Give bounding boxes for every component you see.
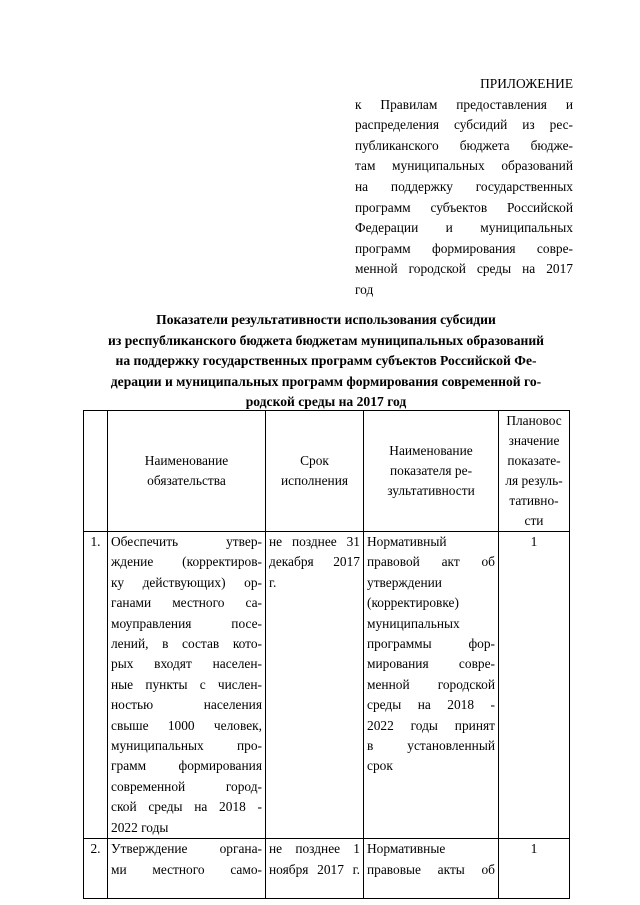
annex-reference <box>355 95 573 301</box>
cell-line: Обеспечить утвер- <box>111 534 262 549</box>
header-text: обязательства <box>147 473 226 488</box>
row-deadline <box>266 532 364 839</box>
cell-line: мирования совре- <box>367 656 495 672</box>
row-planned-value: 1 <box>499 532 570 839</box>
cell-line: ганами местного са- <box>111 595 262 611</box>
table-row <box>84 532 570 839</box>
header-text: тативно- <box>509 493 559 508</box>
indicators-table <box>83 410 570 899</box>
cell-line: рых входят населен- <box>111 656 262 672</box>
header-deadline <box>266 411 364 532</box>
header-indicator <box>364 411 499 532</box>
cell-line: (корректировке) <box>367 595 459 611</box>
cell-line: грамм формирования <box>111 758 262 774</box>
header-text: показате- <box>507 453 561 468</box>
annex-line: программ субъектов Российской <box>355 199 573 215</box>
cell-line: Утверждение органа- <box>111 841 262 857</box>
annex-line: публиканского бюджета бюдже- <box>355 137 573 153</box>
annex-line: на поддержку государственных <box>355 178 573 194</box>
annex-line: Федерации и муниципальных <box>355 220 573 236</box>
cell-line: муниципальных про- <box>111 738 262 754</box>
cell-line: среды на 2018 - <box>367 697 495 713</box>
annex-line: к Правилам предоставления и <box>355 96 573 112</box>
cell-line: 2022 годы <box>111 819 169 835</box>
header-text: Срок <box>300 453 329 468</box>
table-row <box>84 839 570 899</box>
cell-line: ждение (корректиров- <box>111 554 262 570</box>
table-header-row <box>84 411 570 532</box>
annex-title: ПРИЛОЖЕНИЕ <box>480 76 573 91</box>
cell-line: ской среды на 2018 - <box>111 799 262 815</box>
annex-line: год <box>355 281 374 297</box>
row-indicator <box>364 839 499 899</box>
annex-line: там муниципальных образований <box>355 158 573 174</box>
row-obligation <box>108 532 266 839</box>
cell-line: декабря 2017 <box>269 554 360 570</box>
row-planned-value: 1 <box>499 839 570 899</box>
cell-line: муниципальных <box>367 615 460 631</box>
cell-line: ные пункты с числен- <box>111 676 262 692</box>
annex-line: распределения субсидий из рес- <box>355 117 573 133</box>
cell-line: менной городской <box>367 676 495 692</box>
cell-line: моуправления посе- <box>111 615 262 631</box>
cell-line: не позднее 31 <box>269 534 360 549</box>
annex-block <box>355 74 573 301</box>
cell-line: утверждении <box>367 574 442 590</box>
annex-line: менной городской среды на 2017 <box>355 261 573 277</box>
row-indicator <box>364 532 499 839</box>
header-text: исполнения <box>280 473 349 488</box>
cell-line: Нормативные <box>367 841 446 857</box>
cell-line: срок <box>367 758 393 774</box>
heading-line: на поддержку государственных программ субъектов Российской Фе- <box>115 353 537 368</box>
cell-line: 2022 годы принят <box>367 717 495 733</box>
row-number: 1. <box>84 532 108 839</box>
header-text: сти <box>524 513 544 528</box>
cell-line: в установленный <box>367 738 495 754</box>
heading-line: родской среды на 2017 год <box>245 394 407 409</box>
cell-line: свыше 1000 человек, <box>111 717 262 733</box>
header-number-cell <box>84 411 108 532</box>
cell-line: правовой акт об <box>367 554 495 570</box>
header-text: зультативности <box>387 483 475 498</box>
header-text: Наименование <box>144 453 229 468</box>
heading-line: Показатели результативности использования субсидии <box>156 312 496 327</box>
header-planned-value <box>499 411 570 532</box>
header-obligation <box>108 411 266 532</box>
cell-line: ноября 2017 г. <box>269 861 360 877</box>
row-number: 2. <box>84 839 108 899</box>
row-obligation <box>108 839 266 899</box>
heading-line: из республиканского бюджета бюджетам муниципальных образований <box>108 332 544 348</box>
cell-line: современной город- <box>111 778 262 794</box>
cell-line: ку действующих) ор- <box>111 574 262 590</box>
cell-line: лений, в состав кото- <box>111 636 262 652</box>
cell-line: г. <box>269 574 277 590</box>
row-deadline <box>266 839 364 899</box>
cell-line: правовые акты об <box>367 861 495 877</box>
heading-line: дерации и муниципальных программ формирования современной го- <box>110 373 542 389</box>
cell-line: программы фор- <box>367 636 495 652</box>
cell-line: не позднее 1 <box>269 841 360 857</box>
header-text: ля резуль- <box>505 473 563 488</box>
header-text: показателя ре- <box>389 463 473 478</box>
document-heading <box>86 310 566 413</box>
annex-line: программ формирования совре- <box>355 240 573 256</box>
header-text: Наименование <box>389 443 473 458</box>
cell-line: Нормативный <box>367 534 447 549</box>
cell-line: ностью населения <box>111 697 262 713</box>
cell-line: ми местного само- <box>111 861 262 877</box>
header-text: Плановос <box>506 413 562 428</box>
header-text: значение <box>508 433 560 448</box>
